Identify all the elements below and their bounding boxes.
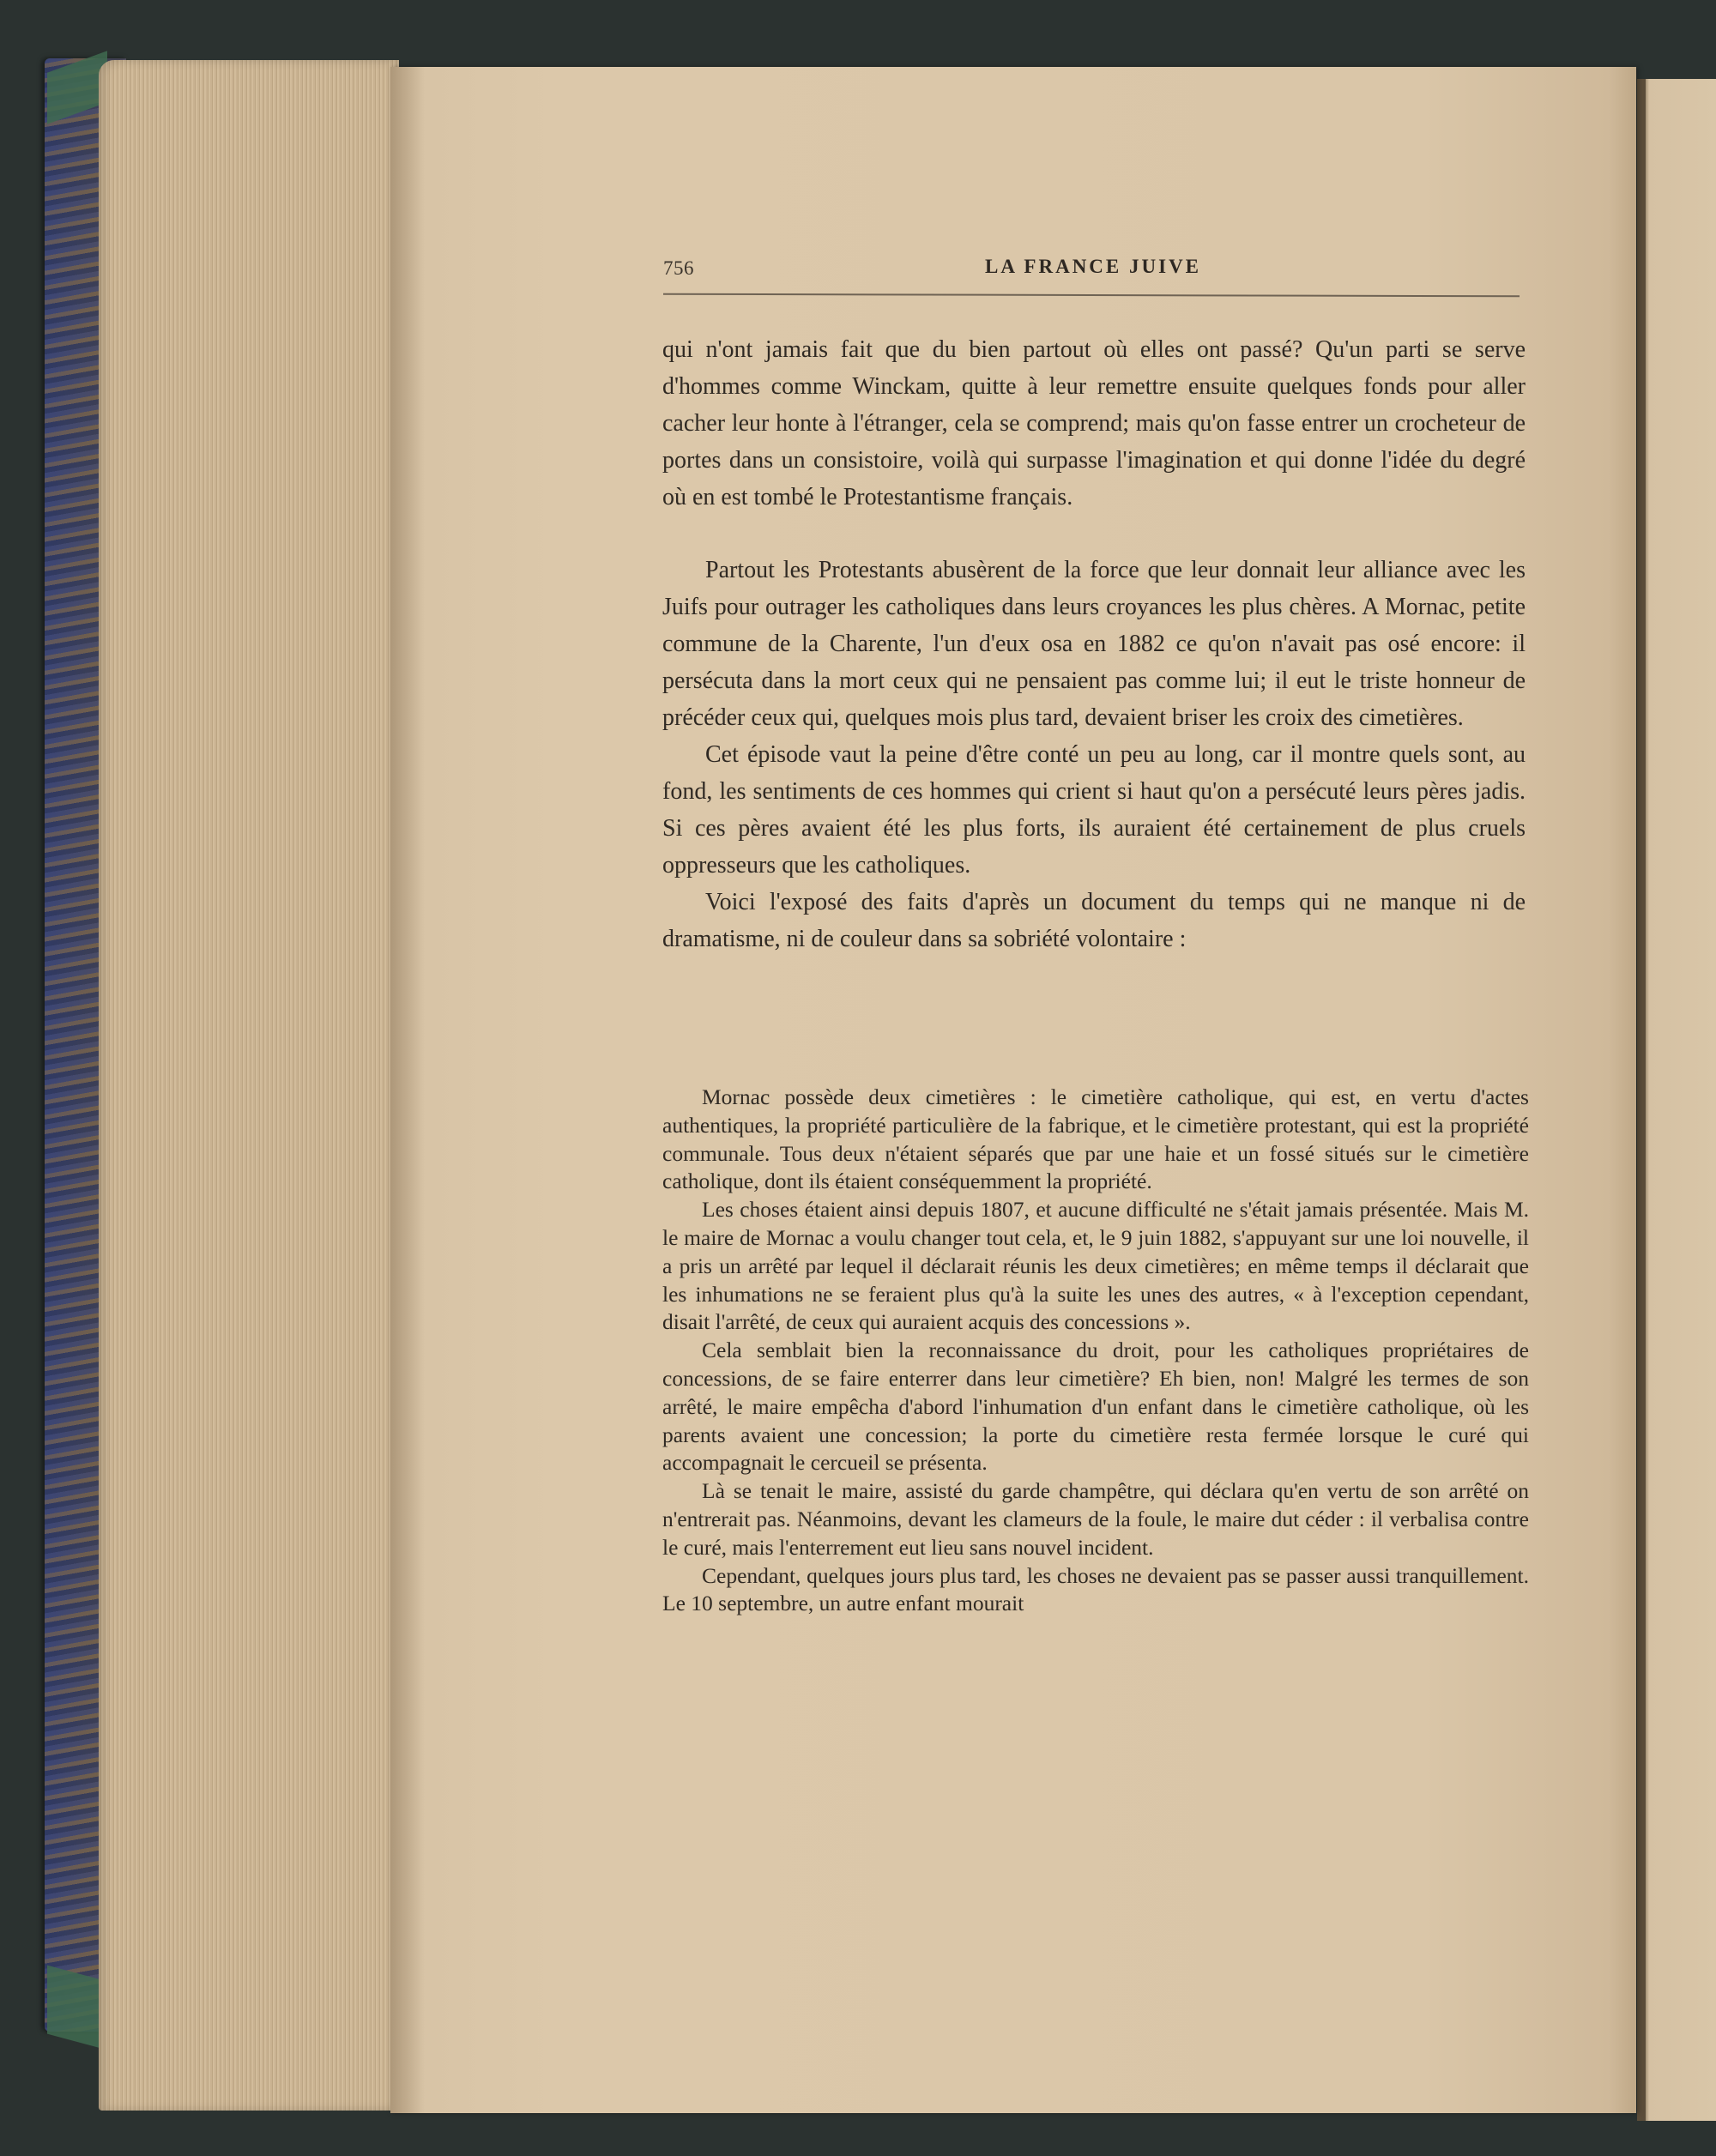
gutter-shadow (390, 67, 425, 2113)
next-page-edge (1637, 79, 1716, 2121)
quote-paragraph: Cela semblait bien la reconnaissance du droit, pour les catholiques propriétaires de concessions, de se faire enterrer dans leur cimetière? Eh bien, non! Malgré les termes de son arrêté, le maire empêcha d'abord l'inhumation d'un enfant dans le cimetière catholique, où les parents avaient une concession; la porte du cimetière resta fermée lorsque le curé qui accompagnait le cercueil se présenta. (662, 1338, 1529, 1476)
quoted-document (662, 1084, 1529, 1618)
page-stack-edge (99, 60, 399, 2111)
paragraph-continuation: qui n'ont jamais fait que du bien partout où elles ont passé? Qu'un parti se serve d'hommes comme Winckam, quitte à leur remettre ensuite quelques fonds pour aller cacher leur honte à l'étranger, cela se comprend; mais qu'on fasse entrer un crocheteur de portes dans un consistoire, voilà qui surpasse l'imagination et qui donne l'idée du degré où en est tombé le Protestantisme français. (662, 336, 1526, 510)
page-number: 756 (663, 257, 694, 279)
paragraph: Cet épisode vaut la peine d'être conté un peu au long, car il montre quels sont, au fond, les sentiments de ces hommes qui crient si haut qu'on a persécuté leurs pères jadis. Si ces pères avaient été les plus forts, ils auraient été certainement de plus cruels oppresseurs que les catholiques. (662, 741, 1526, 879)
running-head: LA FRANCE JUIVE (985, 256, 1202, 277)
paragraph: Voici l'exposé des faits d'après un document du temps qui ne manque ni de dramatisme, ni de couleur dans sa sobriété volontaire : (662, 889, 1526, 952)
quote-paragraph: Mornac possède deux cimetières : le cimetière catholique, qui est, en vertu d'actes authentiques, la propriété particulière de la fabrique, et le cimetière protestant, qui est la propriété communale. Tous deux n'étaient séparés que par une haie et un fossé situés sur le cimetière catholique, dont ils étaient conséquemment la propriété. (662, 1084, 1529, 1194)
quote-paragraph: Là se tenait le maire, assisté du garde champêtre, qui déclara qu'en vertu de son arrêté on n'entrerait pas. Néanmoins, devant les clameurs de la foule, le maire dut céder : il verbalisa contre le curé, mais l'enterrement eut lieu sans nouvel incident. (662, 1478, 1529, 1560)
paragraph-gap (662, 516, 1526, 552)
paragraph: Partout les Protestants abusèrent de la force que leur donnait leur alliance avec les Juifs pour outrager les catholiques dans leurs croyances les plus chères. A Mornac, petite commune de la Charente, l'un d'eux osa en 1882 ce qu'on n'avait pas osé encore: il persécuta dans la mort ceux qui ne pensaient pas comme lui; il eut le triste honneur de précéder ceux qui, quelques mois plus tard, devaient briser les croix des cimetières. (662, 557, 1526, 731)
quote-paragraph: Cependant, quelques jours plus tard, les choses ne devaient pas se passer aussi tranquillement. Le 10 septembre, un autre enfant mourait (662, 1562, 1529, 1616)
quote-paragraph: Les choses étaient ainsi depuis 1807, et aucune difficulté ne s'était jamais présentée. Mais M. le maire de Mornac a voulu changer tout cela, et, le 9 juin 1882, s'appuyant sur une loi nouvelle, il a pris un arrêté par lequel il déclarait réunis les deux cimetières; en même temps il déclarait que les inhumations ne se feraient plus qu'à la suite les unes des autres, « à l'exception cependant, disait l'arrêté, de ceux qui auraient acquis des concessions ». (662, 1197, 1529, 1335)
next-page-gutter (1637, 79, 1646, 2121)
body-text (662, 331, 1526, 957)
